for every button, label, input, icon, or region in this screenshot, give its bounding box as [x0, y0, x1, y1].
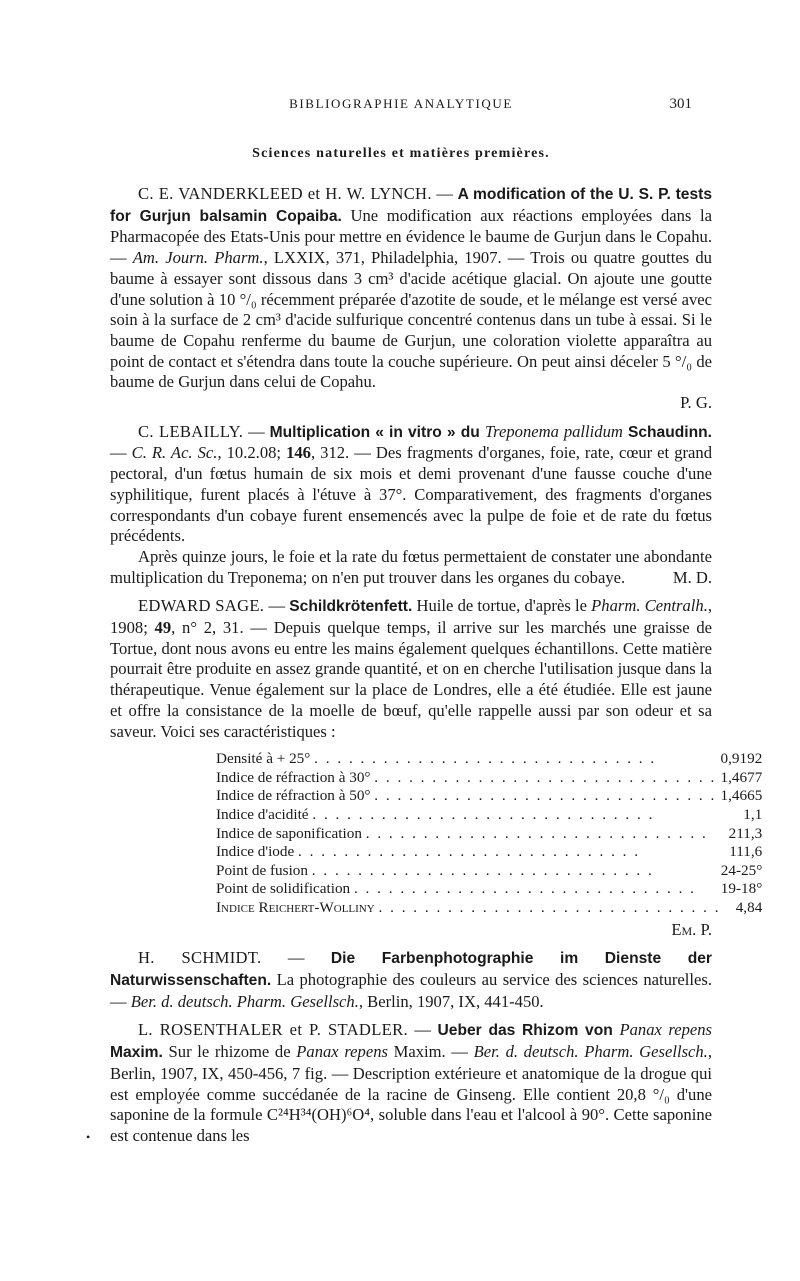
article-body — [110, 184, 763, 1155]
entry-text: , n° 2, 31. — Depuis quelque temps, il arrive sur les marchés une graisse de Tortue, dont nous avons eu entre les mains également quelques échantillons. Cette matière pourrait être produite en assez grande quantité, et on en cherche l'utilisation jusque dans la thérapeutique. Venue également sur la place de Londres, elle a été étudiée. Elle est jaune et offre la consistance de la moelle de bœuf, qu'elle rappelle aussi par son odeur et sa saveur. Voici ses caractéristiques : — [110, 618, 712, 741]
characteristic-label — [216, 899, 721, 918]
characteristic-value: 4,84 — [735, 899, 763, 917]
characteristic-value: 1,1 — [743, 806, 763, 824]
leader-dots: . . . . . . . . . . . . . . . . . . . . . . . . . . . . . . — [314, 750, 657, 768]
section-title: Sciences naturelles et matières premières. — [252, 146, 550, 161]
entry-paragraph: Après quinze jours, le foie et la rate du fœtus permettaient de constater une abondante multiplication du Treponema; on n'en put trouver dans les organes du cobaye. — [110, 546, 712, 587]
entry-volume: 49 — [154, 618, 172, 638]
entry-separator: — — [264, 596, 290, 616]
running-head — [110, 96, 692, 116]
entry-text: , Berlin, 1907, IX, 450-456, 7 fig. — Description extérieure et anatomique de la drogue qui est employée comme succédanée de la racine de Ginseng. Elle contient 20,8 °/₀ d'une saponine de la formule C²⁴H³⁴(OH)⁶O⁴, soluble dans l'eau et l'alcool à 90°. Cette saponine est contenue dans les — [110, 1042, 712, 1145]
characteristic-label — [216, 880, 721, 899]
characteristics-row — [216, 825, 762, 844]
leader-dots: . . . . . . . . . . . . . . . . . . . . . . . . . . . . . . — [312, 806, 655, 824]
bibliography-entry — [110, 184, 712, 414]
entry-journal: Ber. d. deutsch. Pharm. Gesellsch. — [130, 991, 359, 1011]
entry-text: Maxim. — — [387, 1042, 474, 1062]
characteristic-label — [216, 862, 721, 881]
bibliography-entry — [110, 1020, 712, 1146]
characteristics-row — [216, 843, 762, 862]
entry-title-italic: Panax repens — [619, 1020, 713, 1040]
entry-title: A modification of the U. S. P. tests for Gurjun balsamin Copaiba. — [110, 186, 713, 225]
characteristic-value: 111,6 — [729, 843, 763, 861]
entry-text: , 312. — Des fragments d'organes, foie, rate, cœur et grand pectoral, d'un fœtus humain de six mois et demi provenant d'une fausse couche d'une syphilitique, furent placés à l'étuve à 37°. Comparativement, des fragments d'organes correspondants d'un cobaye furent ensemencés avec la pulpe de foie et de rate du fœtus précédents. — [110, 443, 712, 546]
entry-volume: 146 — [286, 443, 311, 463]
characteristic-name: Indice Reichert-Wolliny — [216, 899, 375, 917]
characteristic-label — [216, 787, 721, 806]
entry-text: , Berlin, 1907, IX, 441-450. — [358, 991, 544, 1011]
entry-title: Schildkrötenfett. — [289, 598, 413, 616]
entry-journal: Ber. d. deutsch. Pharm. Gesellsch. — [473, 1042, 708, 1062]
entry-separator: — — [431, 184, 458, 203]
entry-signature: M. D. — [672, 567, 712, 587]
characteristic-label — [216, 825, 721, 844]
characteristic-value: 0,9192 — [720, 750, 763, 768]
leader-dots: . . . . . . . . . . . . . . . . . . . . . . . . . . . . . . — [378, 899, 721, 917]
leader-dots: . . . . . . . . . . . . . . . . . . . . . . . . . . . . . . — [353, 880, 696, 898]
characteristics-row — [216, 769, 762, 788]
characteristics-row — [216, 880, 762, 899]
characteristic-label — [216, 769, 721, 788]
entry-text: Sur le rhizome de — [162, 1042, 297, 1062]
entry-text: , 1908; — [110, 596, 712, 638]
entry-signature: P. G. — [680, 393, 712, 413]
entry-text-italic: Panax repens — [296, 1042, 388, 1062]
characteristic-name: Point de fusion — [216, 861, 308, 879]
entry-authors: C. LEBAILLY. — [138, 421, 244, 441]
characteristic-name: Indice de réfraction à 50° — [216, 787, 371, 805]
entry-text: Huile de tortue, d'après le — [412, 596, 592, 616]
leader-dots: . . . . . . . . . . . . . . . . . . . . . . . . . . . . . . — [311, 861, 654, 879]
margin-mark: • — [86, 1130, 91, 1144]
characteristic-value: 1,4665 — [720, 787, 763, 805]
characteristic-value: 24-25° — [720, 861, 763, 879]
characteristic-value: 211,3 — [728, 824, 763, 842]
characteristic-name: Indice d'iode — [216, 843, 295, 861]
bibliography-entry — [110, 596, 763, 940]
entry-separator: — — [261, 948, 331, 968]
entry-title: Ueber das Rhizom von — [437, 1022, 620, 1040]
entry-journal: Am. Journ. Pharm. — [132, 248, 264, 268]
characteristics-table — [216, 750, 762, 917]
entry-journal: Pharm. Centralh. — [591, 596, 708, 616]
entry-title: Maxim. — [110, 1044, 163, 1062]
characteristic-label — [216, 806, 721, 825]
entry-title: Die Farbenphotographie im Dienste der Naturwissenschaften. — [110, 950, 712, 990]
entry-text: , 10.2.08; — [217, 443, 287, 463]
entry-text: La photographie des couleurs au service des sciences naturelles. — — [110, 970, 712, 1011]
leader-dots: . . . . . . . . . . . . . . . . . . . . . . . . . . . . . . — [298, 843, 641, 861]
characteristic-name: Densité à + 25° — [216, 750, 311, 768]
leader-dots: . . . . . . . . . . . . . . . . . . . . . . . . . . . . . . — [374, 787, 717, 805]
entry-title-italic: Treponema pallidum — [484, 421, 623, 441]
entry-title: Schaudinn. — [622, 423, 712, 441]
characteristic-value: 19-18° — [720, 880, 763, 898]
page-number: 301 — [669, 96, 692, 112]
entry-separator: — — [243, 421, 270, 441]
entry-journal: C. R. Ac. Sc. — [131, 443, 218, 463]
characteristic-label — [216, 750, 721, 769]
bibliography-entry — [110, 948, 712, 1012]
entry-authors: H. SCHMIDT. — [138, 948, 262, 968]
entry-signature: Em. P. — [671, 919, 712, 939]
entry-text: , LXXIX, 371, Philadelphia, 1907. — Trois ou quatre gouttes du baume à essayer sont dissous dans 3 cm³ d'acide acétique glacial. On ajoute une goutte d'une solution à 10 °/₀ récemment préparée d'azotite de soude, et le mélange est versé avec soin à la surface de 2 cm³ d'acide sulfurique concentré contenus dans un tube à essai. Si le baume de Copahu renferme du baume de Gurjun, une coloration violette apparaîtra au point de contact et s'étendra dans toute la couche supérieure. On peut ainsi déceler 5 °/₀ de baume de Gurjun dans celui de Copahu. — [110, 248, 712, 392]
entry-text: Une modification aux réactions employées dans la Pharmacopée des Etats-Unis pour mettre en évidence le baume de Gurjun dans le Copahu. — — [110, 205, 712, 268]
characteristics-row — [216, 899, 762, 918]
characteristic-name: Indice d'acidité — [216, 806, 309, 824]
leader-dots: . . . . . . . . . . . . . . . . . . . . . . . . . . . . . . — [374, 768, 717, 786]
characteristic-name: Indice de réfraction à 30° — [216, 768, 371, 786]
entry-text: — — [110, 443, 132, 463]
entry-authors: L. ROSENTHALER et P. STADLER. — [138, 1020, 408, 1040]
characteristics-row — [216, 750, 762, 769]
entry-authors: C. E. VANDERKLEED et H. W. LYNCH. — [138, 184, 432, 203]
characteristics-row — [216, 862, 762, 881]
characteristic-name: Indice de saponification — [216, 824, 362, 842]
characteristics-row — [216, 806, 762, 825]
running-title: BIBLIOGRAPHIE ANALYTIQUE — [289, 96, 513, 111]
entry-separator: — — [407, 1020, 438, 1040]
bibliography-entry — [110, 422, 712, 589]
entry-title: Multiplication « in vitro » du — [269, 423, 485, 441]
characteristic-name: Point de solidification — [216, 880, 351, 898]
entry-authors: EDWARD SAGE. — [138, 596, 265, 616]
leader-dots: . . . . . . . . . . . . . . . . . . . . . . . . . . . . . . — [365, 824, 708, 842]
characteristic-value: 1,4677 — [720, 768, 763, 786]
characteristic-label — [216, 843, 721, 862]
characteristics-row — [216, 787, 762, 806]
